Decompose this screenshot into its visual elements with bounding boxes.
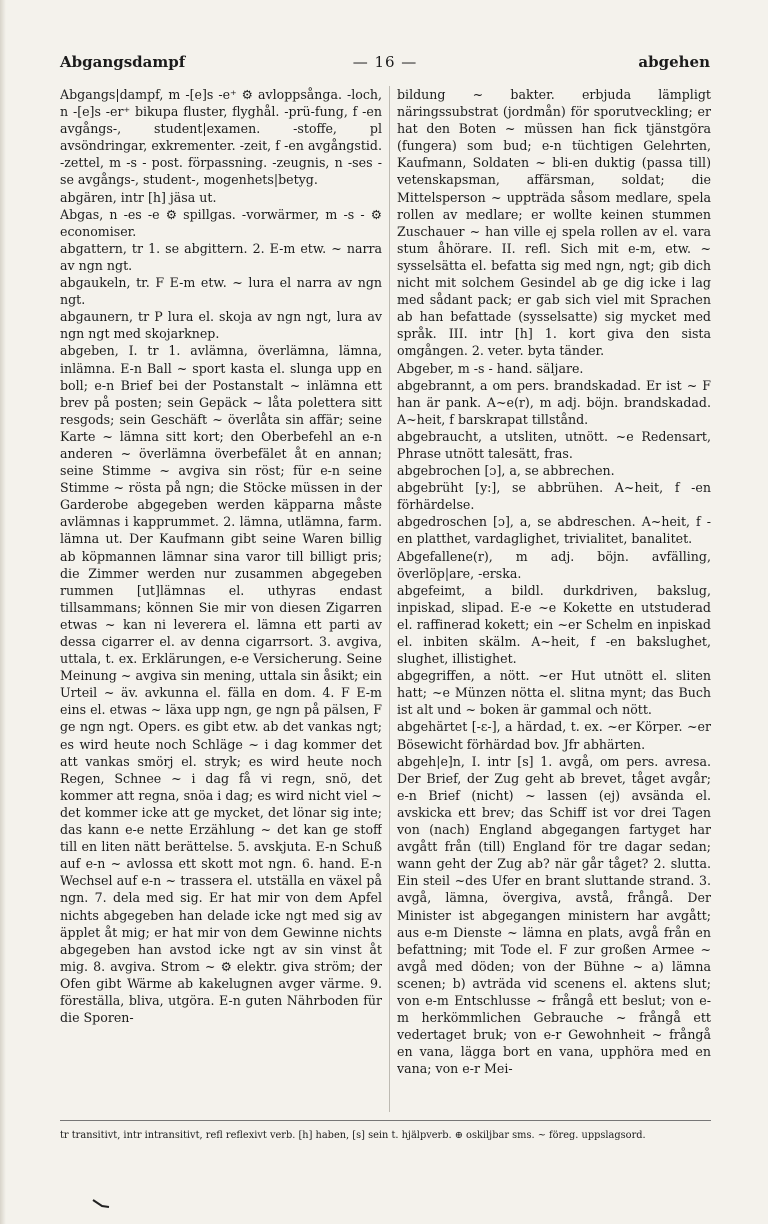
- entry-text: abgaunern, tr P lura el. skoja av ngn ngt, lura av ngn ngt med skojarknep.: [60, 309, 382, 342]
- entry-text: abgefeimt, a bildl. durkdriven, bakslug, inpiskad, slipad. E-e ~e Kokette en utstuderad el. raffinerad kokett; ein ~er Schelm en inpiskad el. inbiten skälm. A~heit, f -en bakslughet, slughet, illistighet.: [397, 582, 711, 667]
- entry-text: abgaukeln, tr. F E-m etw. ~ lura el narra av ngn ngt.: [60, 275, 382, 308]
- entry-text: abgeben, I. tr 1. avlämna, överlämna, lämna, inlämna. E-n Ball ~ sport kasta el. slunga upp en boll; e-n Brief bei der Postanstalt ~ inlämna ett brev på posten; sein Gepäck ~ låta polettera sitt resgods; sein Geschäft ~ överlåta sin affär; seine Karte ~ lämna sitt kort; den Oberbefehl an e-n anderen ~ överlämna överbefälet åt en annan; seine Stimme ~ avgiva sin röst; für e-n seine Stimme ~ rösta på ngn; die Stöcke müssen in der Garderobe abgegeben werden käpparna måste avlämnas i kapprummet. 2. lämna, utlämna, farm. lämna ut. Der Kaufmann gibt seine Waren billig ab köpmannen lämnar sina varor till billigt pris; die Zimmer werden nur zusammen abgegeben rummen [ut]lämnas el. uthyras endast tillsammans; können Sie mir von diesen Zigarren etwas ~ kan ni leverera el. lämna ett parti av dessa cigarrer el. av denna cigarrsort. 3. avgiva, uttala, t. ex. Erklärungen, e-e Versicherung. Seine Meinung ~ avgiva sin mening, uttala sin åsikt; ein Urteil ~ äv. avkunna el. fälla en dom. 4. F E-m eins el. etwas ~ läxa upp ngn, ge ngn på pälsen, F ge ngn ngt. Opers. es gibt etw. ab det vankas ngt; es wird heute noch Schläge ~ i dag kommer det att vankas smörj el. stryk; es wird heute noch Regen, Schnee ~ i dag få vi regn, snö, det kommer att regna, snöa i dag; es wird nicht viel ~ det kommer icke att ge mycket, det lönar sig inte; das kann e-e nette Erzählung ~ det kan ge stoff till en liten nätt berättelse. 5. avskjuta. E-n Schuß auf e-n ~ avlossa ett skott mot ngn. 6. hand. E-n Wechsel auf e-n ~ trassera el. utställa en växel på ngn. 7. dela med sig. Er hat mir von dem Apfel nichts abgegeben han delade icke ngt med sig av äpplet åt mig; er hat mir von dem Gewinne nichts abgegeben han avstod icke ngt av sin vinst åt mig. 8. avgiva. Strom ~ ⚙ elektr. giva ström; der Ofen gibt Wärme ab kakelugnen avger värme. 9. föreställa, bliva, utgöra. E-n guten Nährboden für die Sporen-: [60, 343, 382, 1026]
- entry-text: Abgangs|dampf, m -[e]s -e⁺ ⚙ avloppsånga. -loch, n -[e]s -er⁺ bikupa fluster, flyghål. -prü-fung, f -en avgångs-, student|examen. -stoffe, pl avsöndringar, exkrementer. -zeit, f -en avgångstid. -zettel, m -s - post. förpassning. -zeugnis, n -ses -se avgångs-, student-, mogenhets|betyg.: [60, 87, 382, 188]
- scan-mark-icon: [92, 1198, 110, 1208]
- header-first-word: Abgangsdampf: [60, 53, 186, 71]
- footer-divider: [60, 1120, 711, 1121]
- entry-text: abgegriffen, a nött. ~er Hut utnött el. sliten hatt; ~e Münzen nötta el. slitna mynt; das Buch ist alt und ~ boken är gammal och nött.: [397, 668, 711, 718]
- left-column: [60, 86, 382, 1112]
- entry-text: abgebrochen [ɔ], a, se abbrechen.: [397, 463, 615, 479]
- entry-text: Abgas, n -es -e ⚙ spillgas. -vorwärmer, m -s - ⚙ economiser.: [60, 206, 382, 239]
- entry-text: abgebraucht, a utsliten, utnött. ~e Redensart, Phrase utnött talesätt, fras.: [397, 428, 711, 461]
- entry-text: abgehärtet [-ɛ-], a härdad, t. ex. ~er Körper. ~er Bösewicht förhärdad bov. Jfr abhärten.: [397, 719, 711, 752]
- entry-text: abgebrannt, a om pers. brandskadad. Er ist ~ F han är pank. A~e(r), m adj. böjn. brandskadad. A~heit, f barskrapat tillstånd.: [397, 377, 711, 427]
- header-last-word: abgehen: [638, 53, 710, 71]
- entry-text: abgedroschen [ɔ], a, se abdreschen. A~heit, f -en platthet, vardaglighet, trivialitet, banalitet.: [397, 514, 711, 547]
- column-divider: [389, 86, 390, 1112]
- entry-text: Abgeber, m -s - hand. säljare.: [397, 360, 584, 376]
- entry-text: abgeh|e]n, I. intr [s] 1. avgå, om pers. avresa. Der Brief, der Zug geht ab brevet, tåget avgår; e-n Brief (nicht) ~ lassen (ej) avsända el. avskicka ett brev; das Schiff ist vor drei Tagen von (nach) England abgegangen fartyget har avgått från (till) England för tre dagar sedan; wann geht der Zug ab? när går tåget? 2. slutta. Ein steil ~des Ufer en brant sluttande strand. 3. avgå, lämna, övergiva, avstå, frångå. Der Minister ist abgegangen ministern har avgått; aus e-m Dienste ~ lämna en plats, avgå från en befattning; mit Tode el. F zur großen Armee ~ avgå med döden; von der Bühne ~ a) lämna scenen; b) avträda vid scenens el. aktens slut; von e-m Entschlusse ~ frångå ett beslut; von e-m herkömmlichen Gebrauche ~ frångå ett vedertaget bruk; von e-r Gewohnheit ~ frångå en vana, lägga bort en vana, upphöra med en vana; von e-r Mei-: [397, 753, 711, 1077]
- page-number: — 16 —: [352, 53, 418, 71]
- right-column: [397, 86, 711, 1112]
- entry-text: abgebrüht [y:], se abbrühen. A~heit, f -en förhärdelse.: [397, 480, 711, 513]
- scan-edge: [0, 0, 6, 1224]
- abbreviation-legend: tr transitivt, intr intransitivt, refl reflexivt verb. [h] haben, [s] sein t. hjälpverb. ⊕ oskiljbar sms. ~ föreg. uppslagsord.: [60, 1130, 646, 1141]
- entry-text: Abgefallene(r), m adj. böjn. avfälling, överlöp|are, -erska.: [397, 548, 711, 581]
- page-header: [60, 50, 710, 74]
- entry-text: bildung ~ bakter. erbjuda lämpligt näringssubstrat (jordmån) för sporutveckling; er hat den Boten ~ müssen han fick tjänstgöra (fungera) som bud; e-n tüchtigen Gelehrten, Kaufmann, Soldaten ~ bli-en duktig (passa till) vetenskapsman, affärsman, soldat; die Mittelsperson ~ uppträda såsom medlare, spela rollen av medlare; er wollte keinen stummen Zuschauer ~ han ville ej spela rollen av el. vara stum åhörare. II. refl. Sich mit e-m, etw. ~ sysselsätta el. befatta sig med ngn, ngt; gib dich nicht mit solchem Gesindel ab ge dig icke i lag med sådant pack; er gab sich viel mit Sprachen ab han befattade (sysselsatte) sig mycket med språk. III. intr [h] 1. kort giva den sista omgången. 2. veter. byta tänder.: [397, 87, 711, 359]
- entry-text: abgattern, tr 1. se abgittern. 2. E-m etw. ~ narra av ngn ngt.: [60, 240, 382, 273]
- entry-text: abgären, intr [h] jäsa ut.: [60, 189, 217, 205]
